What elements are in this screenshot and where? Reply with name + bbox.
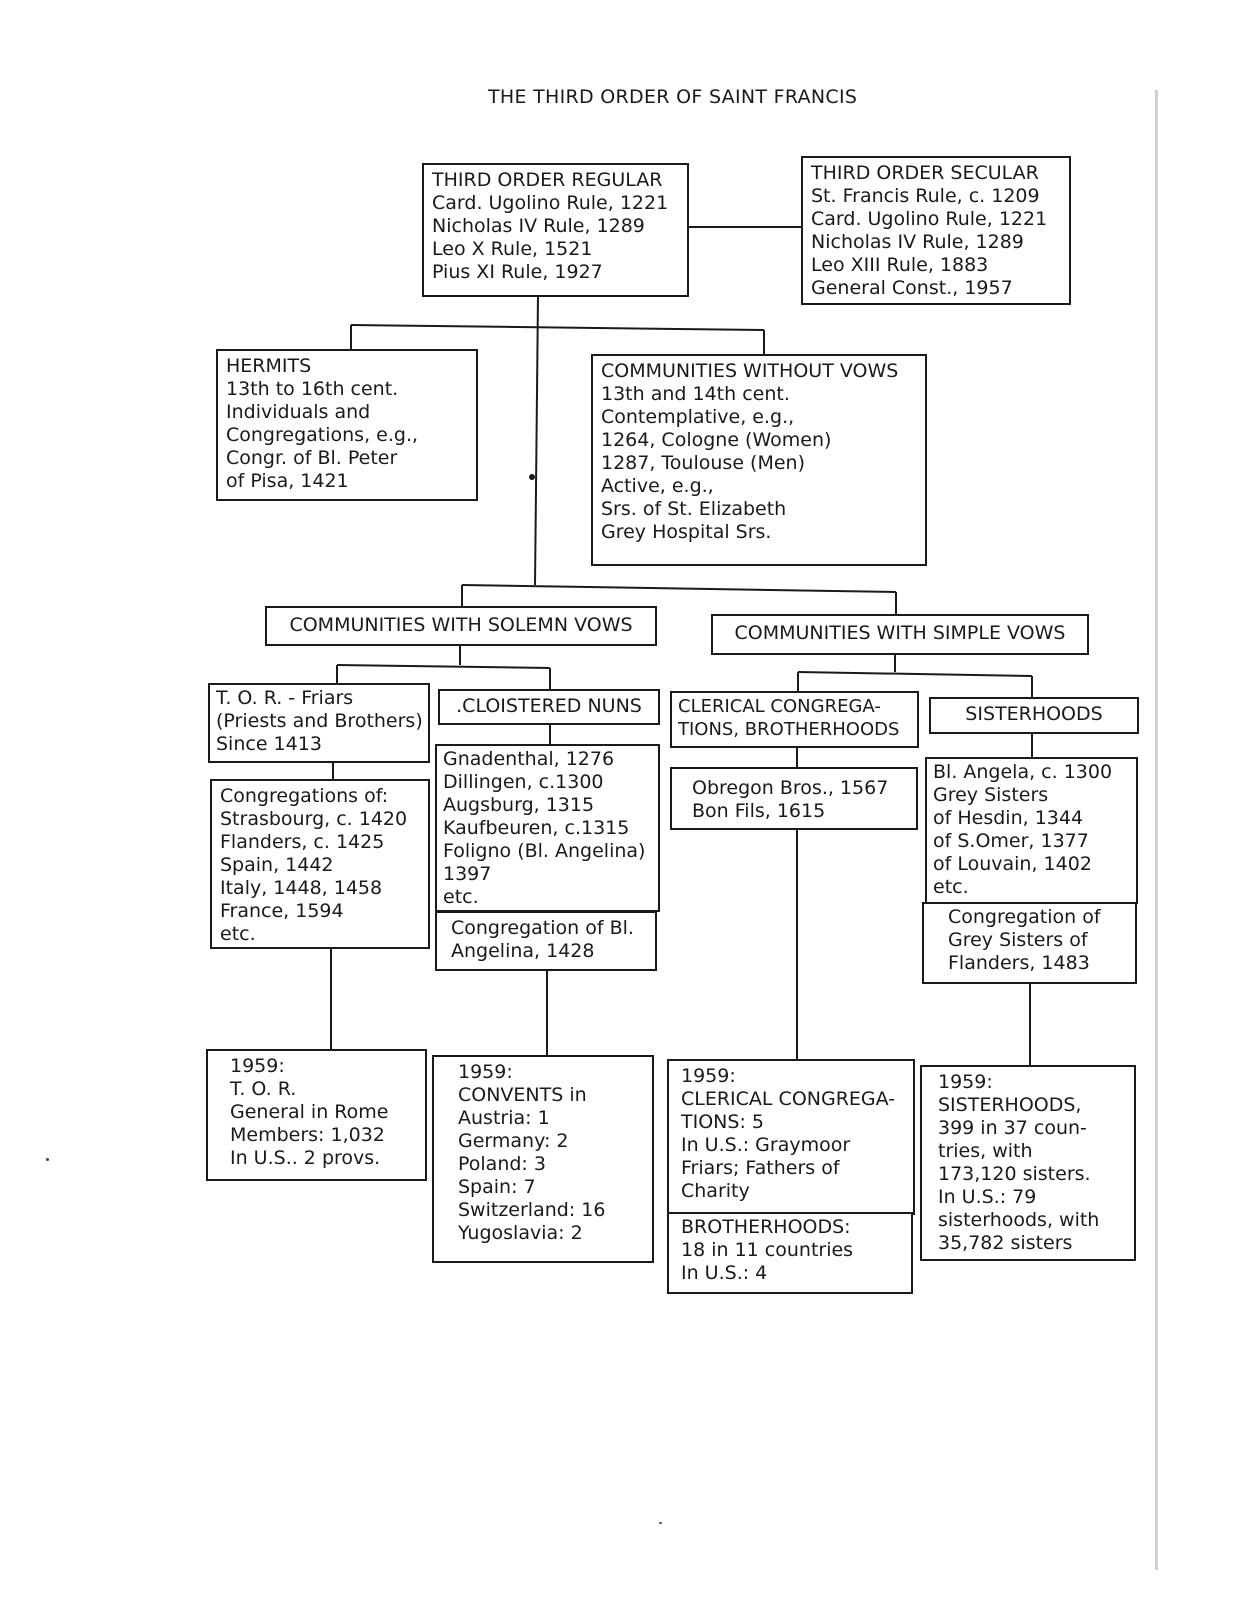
nuns-1959-title: 1959: <box>458 1061 513 1083</box>
sisterhoods-list-box <box>925 757 1138 904</box>
tor-friars-line: (Priests and Brothers) <box>216 710 423 732</box>
sisterhoods-box <box>929 697 1139 734</box>
without-vows-line: Grey Hospital Srs. <box>601 521 772 543</box>
secular-line: Leo XIII Rule, 1883 <box>811 254 989 276</box>
secular-line: Card. Ugolino Rule, 1221 <box>811 208 1048 230</box>
secular-line: General Const., 1957 <box>811 277 1013 299</box>
sisterhoods-congregation-line: Flanders, 1483 <box>948 952 1090 974</box>
tor-congregations-line: Italy, 1448, 1458 <box>220 877 383 899</box>
scan-speck <box>659 1522 662 1524</box>
clerical-1959-line: In U.S.: Graymoor <box>681 1134 851 1156</box>
sisterhoods-1959-line: SISTERHOODS, <box>938 1094 1082 1116</box>
branch-dot <box>529 474 535 480</box>
clerical-list-line: Bon Fils, 1615 <box>692 800 826 822</box>
tor-1959-box <box>206 1049 427 1181</box>
nuns-1959-line: Austria: 1 <box>458 1107 550 1129</box>
hermits-line: Individuals and <box>226 401 371 423</box>
hermits-line: of Pisa, 1421 <box>226 470 349 492</box>
clerical-1959-box <box>667 1059 915 1215</box>
tor-congregations-title: Congregations of: <box>220 785 389 807</box>
nuns-list-line: Kaufbeuren, c.1315 <box>443 817 630 839</box>
nuns-congregation-box <box>435 911 657 971</box>
sisterhoods-congregation-box <box>922 902 1137 984</box>
nuns-1959-line: Germany: 2 <box>458 1130 569 1152</box>
without-vows-line: Srs. of St. Elizabeth <box>601 498 787 520</box>
brotherhoods-1959-line: 18 in 11 countries <box>681 1239 854 1261</box>
third-order-secular-box <box>801 156 1071 305</box>
cloistered-nuns-title: .CLOISTERED NUNS <box>456 695 642 717</box>
hermits-box <box>216 349 478 501</box>
sisterhoods-1959-box <box>920 1065 1136 1261</box>
regular-title: THIRD ORDER REGULAR <box>432 169 663 191</box>
hermits-line: 13th to 16th cent. <box>226 378 399 400</box>
without-vows-line: Contemplative, e.g., <box>601 406 795 428</box>
sisterhoods-1959-line: 399 in 37 coun- <box>938 1117 1087 1139</box>
nuns-1959-line: CONVENTS in <box>458 1084 587 1106</box>
tor-friars-box <box>208 683 430 763</box>
without-vows-line: 13th and 14th cent. <box>601 383 790 405</box>
nuns-1959-line: Spain: 7 <box>458 1176 536 1198</box>
connector-upper-branch <box>351 325 764 330</box>
clerical-line: TIONS, BROTHERHOODS <box>678 719 900 740</box>
hermits-line: Congr. of Bl. Peter <box>226 447 398 469</box>
solemn-vows-title: COMMUNITIES WITH SOLEMN VOWS <box>289 614 633 636</box>
regular-line: Card. Ugolino Rule, 1221 <box>432 192 669 214</box>
simple-vows-box <box>711 614 1089 655</box>
nuns-list-line: etc. <box>443 886 479 908</box>
tor-congregations-box <box>210 779 430 949</box>
sisterhoods-congregation-line: Congregation of <box>948 906 1101 928</box>
clerical-1959-line: CLERICAL CONGREGA- <box>681 1088 896 1110</box>
sisterhoods-1959-line: 35,782 sisters <box>938 1232 1073 1254</box>
solemn-vows-box <box>265 606 657 646</box>
hermits-title: HERMITS <box>226 355 312 377</box>
sisterhoods-1959-line: In U.S.: 79 <box>938 1186 1037 1208</box>
sisterhoods-congregation-line: Grey Sisters of <box>948 929 1088 951</box>
connector-solemn-split <box>337 665 550 668</box>
tor-friars-title: T. O. R. - Friars <box>216 687 354 709</box>
nuns-list-line: Dillingen, c.1300 <box>443 771 604 793</box>
tor-congregations-line: France, 1594 <box>220 900 344 922</box>
tor-congregations-line: etc. <box>220 923 256 945</box>
clerical-line: CLERICAL CONGREGA- <box>678 696 881 717</box>
nuns-congregation-line: Angelina, 1428 <box>451 940 595 962</box>
scan-speck <box>46 1158 49 1161</box>
cloistered-nuns-box <box>438 689 660 725</box>
without-vows-title: COMMUNITIES WITHOUT VOWS <box>601 360 899 382</box>
regular-line: Pius XI Rule, 1927 <box>432 261 603 283</box>
tor-1959-title: 1959: <box>230 1055 285 1077</box>
brotherhoods-1959-line: In U.S.: 4 <box>681 1262 768 1284</box>
tor-1959-line: In U.S.. 2 provs. <box>230 1147 381 1169</box>
nuns-1959-line: Switzerland: 16 <box>458 1199 606 1221</box>
sisterhoods-1959-title: 1959: <box>938 1071 993 1093</box>
tor-congregations-line: Flanders, c. 1425 <box>220 831 385 853</box>
nuns-list-line: Gnadenthal, 1276 <box>443 748 615 770</box>
clerical-1959-title: 1959: <box>681 1065 736 1087</box>
regular-line: Leo X Rule, 1521 <box>432 238 593 260</box>
clerical-list-line: Obregon Bros., 1567 <box>692 777 889 799</box>
secular-line: Nicholas IV Rule, 1289 <box>811 231 1024 253</box>
nuns-congregation-line: Congregation of Bl. <box>451 917 634 939</box>
nuns-list-line: Foligno (Bl. Angelina) <box>443 840 646 862</box>
simple-vows-title: COMMUNITIES WITH SIMPLE VOWS <box>734 622 1066 644</box>
sisterhoods-title: SISTERHOODS <box>965 703 1103 725</box>
page-title: THE THIRD ORDER OF SAINT FRANCIS <box>488 86 858 108</box>
tor-congregations-line: Strasbourg, c. 1420 <box>220 808 408 830</box>
tor-friars-line: Since 1413 <box>216 733 322 755</box>
sisterhoods-1959-line: tries, with <box>938 1140 1033 1162</box>
hermits-line: Congregations, e.g., <box>226 424 419 446</box>
nuns-list-line: 1397 <box>443 863 492 885</box>
sisterhoods-list-line: Grey Sisters <box>933 784 1049 806</box>
sisterhoods-list-line: etc. <box>933 876 969 898</box>
regular-line: Nicholas IV Rule, 1289 <box>432 215 645 237</box>
clerical-box <box>670 691 919 748</box>
sisterhoods-list-line: of Hesdin, 1344 <box>933 807 1084 829</box>
sisterhoods-1959-line: 173,120 sisters. <box>938 1163 1091 1185</box>
sisterhoods-list-line: of S.Omer, 1377 <box>933 830 1089 852</box>
tor-congregations-line: Spain, 1442 <box>220 854 334 876</box>
nuns-1959-box <box>432 1055 654 1263</box>
without-vows-line: 1287, Toulouse (Men) <box>601 452 805 474</box>
scan-edge-line <box>1155 90 1158 1570</box>
secular-title: THIRD ORDER SECULAR <box>811 162 1039 184</box>
clerical-list-box <box>670 767 918 830</box>
communities-without-vows-box <box>591 354 927 566</box>
tor-1959-line: T. O. R. <box>230 1078 297 1100</box>
secular-line: St. Francis Rule, c. 1209 <box>811 185 1040 207</box>
clerical-1959-line: Friars; Fathers of <box>681 1157 840 1179</box>
tor-1959-line: General in Rome <box>230 1101 389 1123</box>
brotherhoods-1959-box <box>667 1212 913 1294</box>
clerical-1959-line: TIONS: 5 <box>681 1111 764 1133</box>
sisterhoods-1959-line: sisterhoods, with <box>938 1209 1100 1231</box>
nuns-1959-line: Poland: 3 <box>458 1153 546 1175</box>
brotherhoods-1959-title: BROTHERHOODS: <box>681 1216 851 1238</box>
connector-main-trunk <box>535 296 538 585</box>
connector-lower-branch <box>462 585 896 592</box>
nuns-1959-line: Yugoslavia: 2 <box>458 1222 583 1244</box>
nuns-list-box <box>435 744 660 912</box>
third-order-regular-box <box>422 163 689 297</box>
nuns-list-line: Augsburg, 1315 <box>443 794 595 816</box>
tor-1959-line: Members: 1,032 <box>230 1124 385 1146</box>
sisterhoods-list-line: Bl. Angela, c. 1300 <box>933 761 1113 783</box>
sisterhoods-list-line: of Louvain, 1402 <box>933 853 1092 875</box>
connector-simple-split <box>798 672 1032 676</box>
clerical-1959-line: Charity <box>681 1180 750 1202</box>
without-vows-line: Active, e.g., <box>601 475 714 497</box>
without-vows-line: 1264, Cologne (Women) <box>601 429 832 451</box>
